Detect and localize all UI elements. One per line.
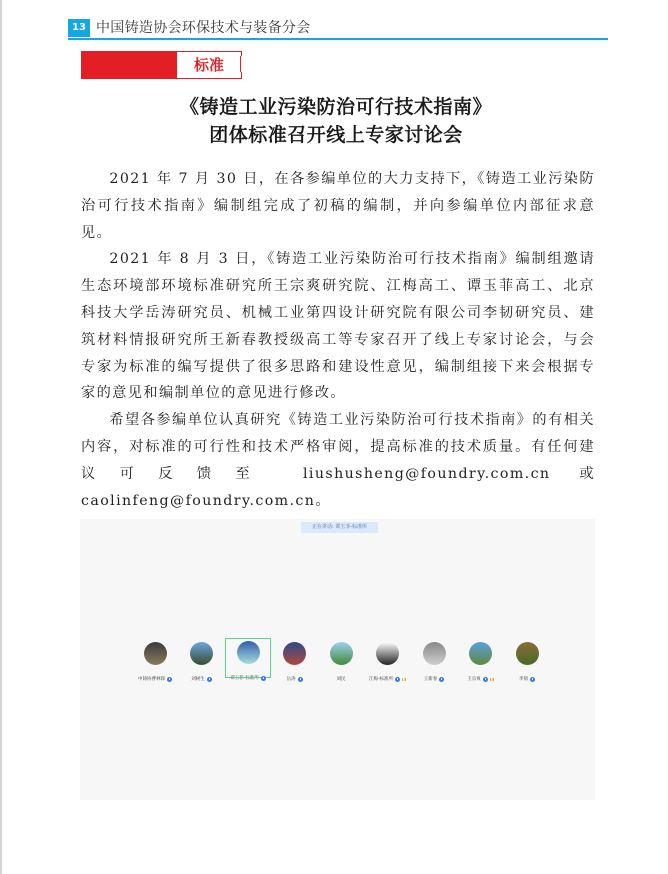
participant-tile[interactable] <box>411 639 457 682</box>
participant-name-row <box>424 676 445 682</box>
participant-name-row <box>369 676 406 682</box>
participant-name-row <box>519 676 535 682</box>
microphone-icon[interactable] <box>261 676 266 681</box>
microphone-icon[interactable] <box>395 677 400 682</box>
paragraph: 2021 年 7 月 30 日，在各参编单位的大力支持下，《铸造工业污染防治可行技术指南》编制组完成了初稿的编制，并向参编单位内部征求意见。 <box>81 171 595 241</box>
paragraph: 希望各参编单位认真研究《铸造工业污染防治可行技术指南》的有相关内容，对标准的可行性和技术严格审阅，提高标准的技术质量。有任何建议可反馈至 liushusheng@foundry.com.cn 或 caolinfeng@foundry.com.cn。 <box>81 412 595 509</box>
participant-name-row <box>230 675 266 681</box>
organization-name: 中国铸造协会环保技术与装备分会 <box>96 20 311 36</box>
participant-name-row <box>337 676 346 682</box>
microphone-icon[interactable] <box>530 677 535 682</box>
avatar <box>423 642 446 665</box>
speaking-banner: 正在讲话: 谭玉菲-标准所 <box>301 522 378 533</box>
participant-name: 江梅-标准所 <box>368 677 394 682</box>
participant-tile[interactable] <box>318 639 364 682</box>
page-header <box>68 16 608 40</box>
participant-name-row <box>467 676 494 682</box>
microphone-icon[interactable] <box>167 677 172 682</box>
participant-name: 李韧 <box>519 677 528 682</box>
avatar <box>516 642 539 665</box>
section-tag-bar <box>81 51 177 79</box>
participant-name-row <box>138 676 172 682</box>
article-title-line1: 《铸造工业污染防治可行技术指南》 <box>179 96 492 118</box>
participant-tile[interactable] <box>365 639 411 682</box>
participant-name-row <box>191 676 212 682</box>
avatar <box>237 641 260 664</box>
participant-tile[interactable] <box>225 638 271 681</box>
participant-name: 岳涛 <box>286 677 296 682</box>
article-title-line2: 团体标准召开线上专家讨论会 <box>209 124 463 146</box>
participant-name-row <box>287 676 303 682</box>
section-tag <box>81 51 245 79</box>
meeting-screenshot <box>80 519 595 800</box>
header-divider <box>68 38 608 40</box>
microphone-icon[interactable] <box>207 677 212 682</box>
participant-name: 刘民 <box>336 677 346 682</box>
participant-tile[interactable] <box>132 639 178 682</box>
avatar <box>330 642 353 665</box>
participant-tile[interactable] <box>504 639 550 682</box>
participant-name: 王新春 <box>423 677 438 682</box>
participant-name: 谭玉菲-标准所 <box>230 676 259 681</box>
section-tag-bracket <box>240 56 245 72</box>
participant-name: 刘树生 <box>191 677 205 682</box>
avatar <box>283 642 306 665</box>
avatar <box>469 642 492 665</box>
participant-list <box>132 639 552 682</box>
article-body <box>81 166 595 514</box>
page-number: 13 <box>68 19 90 37</box>
participant-tile[interactable] <box>272 639 318 682</box>
signal-strength-icon <box>402 678 406 681</box>
avatar <box>144 642 167 665</box>
avatar <box>376 642 399 665</box>
participant-name: 王宗爽 <box>467 677 481 682</box>
participant-tile[interactable] <box>179 639 225 682</box>
paragraph: 2021 年 8 月 3 日，《铸造工业污染防治可行技术指南》编制组邀请生态环境部环境标准研究所王宗爽研究院、江梅高工、谭玉菲高工、北京科技大学岳涛研究员、机械工业第四设计研究院有限公司李韧研究员、建筑材料情报研究所王新春教授级高工等专家召开了线上专家讨论会，与会专家为标准的编写提供了很多思路和建设性意见，编制组接下来会根据专家的意见和编制单位的意见进行修改。 <box>81 251 595 402</box>
microphone-icon[interactable] <box>298 677 303 682</box>
section-tag-label: 标准 <box>177 51 242 79</box>
signal-strength-icon <box>490 678 494 681</box>
avatar <box>190 642 213 665</box>
participant-tile[interactable] <box>458 639 504 682</box>
microphone-icon[interactable] <box>483 677 488 682</box>
participant-name: 中铸协曹林锋 <box>138 677 165 682</box>
microphone-icon[interactable] <box>439 677 444 682</box>
